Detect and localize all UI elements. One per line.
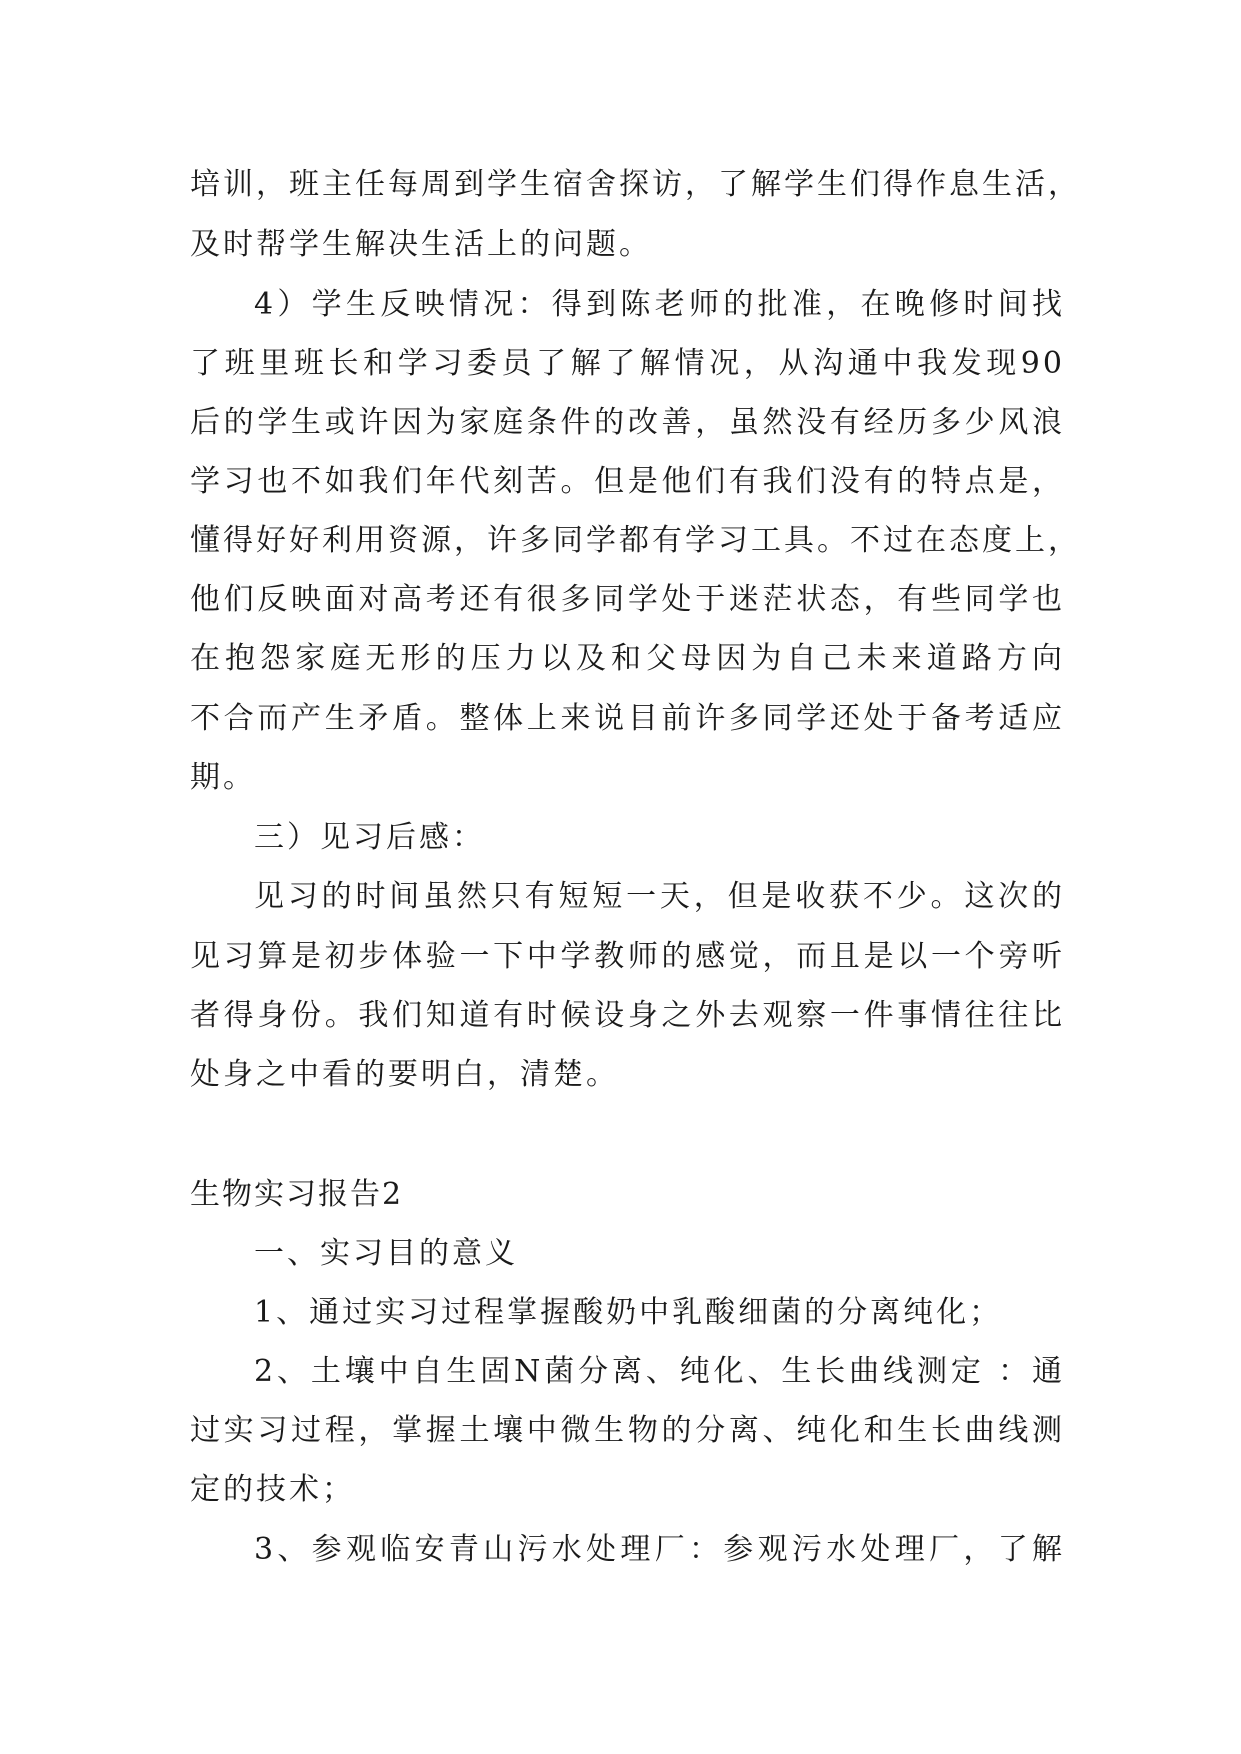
paragraph-line: 了班里班长和学习委员了解了解情况，从沟通中我发现90 (190, 346, 1065, 381)
paragraph-line: 在抱怨家庭无形的压力以及和父母因为自己未来道路方向 (190, 641, 1065, 676)
paragraph-line: 见习的时间虽然只有短短一天，但是收获不少。这次的 (254, 879, 1065, 914)
paragraph-line: 培训，班主任每周到学生宿舍探访，了解学生们得作息生活， (190, 167, 1081, 202)
paragraph-line: 不合而产生矛盾。整体上来说目前许多同学还处于备考适应 (190, 701, 1065, 736)
section-heading: 一、实习目的意义 (254, 1236, 518, 1271)
report-title: 生物实习报告2 (190, 1177, 404, 1212)
paragraph-line: 2、土壤中自生固N菌分离、纯化、生长曲线测定 ：通 (254, 1354, 1065, 1389)
paragraph-line: 过实习过程，掌握土壤中微生物的分离、纯化和生长曲线测 (190, 1413, 1065, 1448)
section-heading: 三）见习后感： (254, 820, 485, 855)
paragraph-line: 见习算是初步体验一下中学教师的感觉，而且是以一个旁听 (190, 939, 1065, 974)
paragraph-line: 4）学生反映情况：得到陈老师的批准，在晚修时间找 (254, 287, 1065, 322)
paragraph-line: 处身之中看的要明白，清楚。 (190, 1057, 619, 1092)
paragraph-line: 定的技术； (190, 1472, 355, 1507)
paragraph-line: 及时帮学生解决生活上的问题。 (190, 227, 652, 262)
paragraph-line: 他们反映面对高考还有很多同学处于迷茫状态，有些同学也 (190, 582, 1065, 617)
paragraph-line: 后的学生或许因为家庭条件的改善，虽然没有经历多少风浪 (190, 405, 1065, 440)
paragraph-line: 3、参观临安青山污水处理厂：参观污水处理厂，了解 (254, 1532, 1065, 1567)
paragraph-line: 懂得好好利用资源，许多同学都有学习工具。不过在态度上， (190, 523, 1081, 558)
paragraph-line: 期。 (190, 760, 256, 795)
paragraph-line: 学习也不如我们年代刻苦。但是他们有我们没有的特点是， (190, 464, 1065, 499)
paragraph-line: 1、通过实习过程掌握酸奶中乳酸细菌的分离纯化； (254, 1295, 1003, 1330)
paragraph-line: 者得身份。我们知道有时候设身之外去观察一件事情往往比 (190, 998, 1065, 1033)
